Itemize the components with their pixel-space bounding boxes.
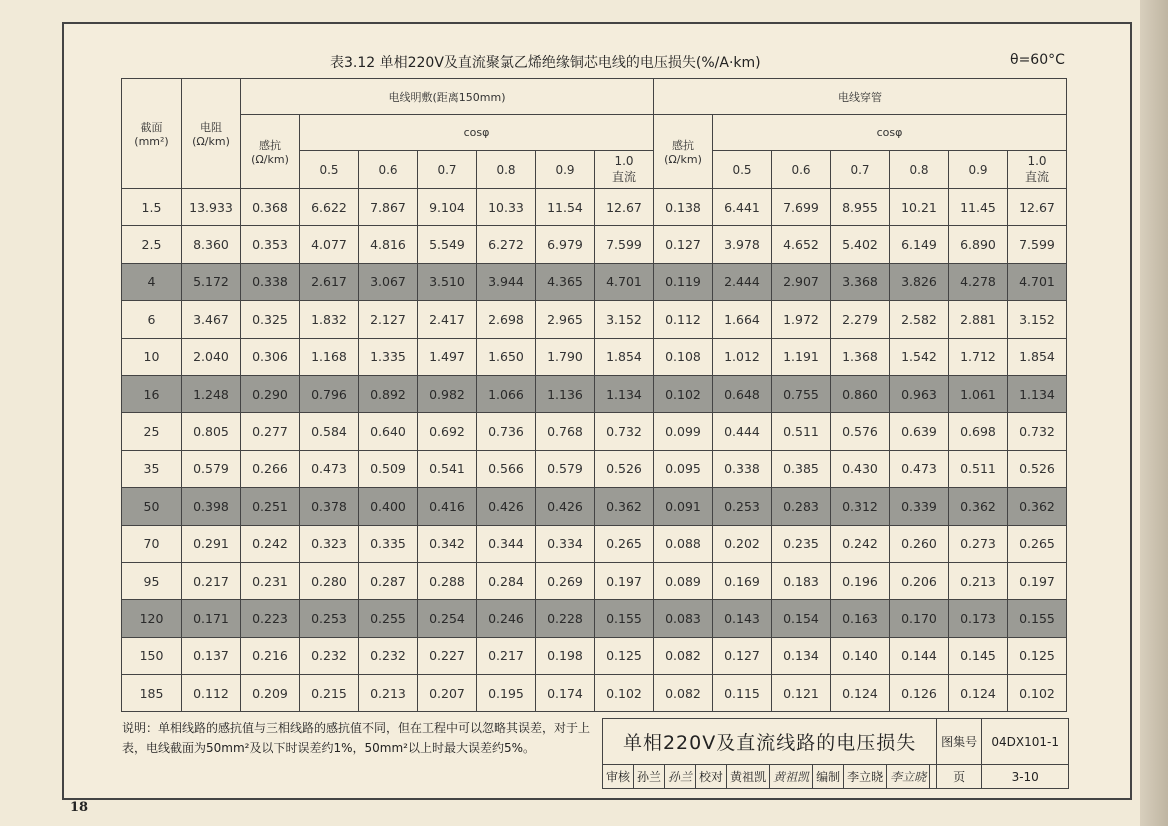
reactance-conduit-cell: 0.088 (654, 525, 713, 562)
conduit-loss-cell: 0.338 (713, 450, 772, 487)
conduit-loss-cell: 2.582 (890, 301, 949, 338)
conduit-loss-cell: 0.173 (949, 600, 1008, 637)
conduit-loss-cell: 0.170 (890, 600, 949, 637)
conduit-loss-cell: 2.444 (713, 263, 772, 300)
conduit-loss-cell: 1.012 (713, 338, 772, 375)
conduit-loss-cell: 0.732 (1008, 413, 1067, 450)
conduit-loss-cell: 1.664 (713, 301, 772, 338)
resistance-cell: 3.467 (182, 301, 241, 338)
open-loss-cell: 0.640 (359, 413, 418, 450)
resistance-cell: 0.398 (182, 488, 241, 525)
conduit-loss-cell: 0.202 (713, 525, 772, 562)
conduit-loss-cell: 0.235 (772, 525, 831, 562)
conduit-loss-cell: 1.061 (949, 375, 1008, 412)
resistance-cell: 0.112 (182, 675, 241, 712)
conduit-loss-cell: 0.145 (949, 637, 1008, 674)
conduit-loss-cell: 1.134 (1008, 375, 1067, 412)
conduit-loss-cell: 4.652 (772, 226, 831, 263)
conduit-loss-cell: 0.385 (772, 450, 831, 487)
review-name: 孙兰 (634, 765, 665, 789)
open-loss-cell: 0.416 (418, 488, 477, 525)
open-loss-cell: 0.195 (477, 675, 536, 712)
conduit-loss-cell: 10.21 (890, 189, 949, 226)
open-loss-cell: 2.965 (536, 301, 595, 338)
open-loss-cell: 1.790 (536, 338, 595, 375)
section-cell: 10 (122, 338, 182, 375)
open-loss-cell: 0.254 (418, 600, 477, 637)
conduit-loss-cell: 0.102 (1008, 675, 1067, 712)
conduit-loss-cell: 0.213 (949, 562, 1008, 599)
section-cell: 6 (122, 301, 182, 338)
conduit-loss-cell: 0.755 (772, 375, 831, 412)
conduit-loss-cell: 0.511 (772, 413, 831, 450)
reactance-open-cell: 0.216 (241, 637, 300, 674)
reactance-conduit-cell: 0.082 (654, 675, 713, 712)
section-cell: 150 (122, 637, 182, 674)
reactance-conduit-cell: 0.102 (654, 375, 713, 412)
open-loss-cell: 0.335 (359, 525, 418, 562)
reactance-conduit-cell: 0.082 (654, 637, 713, 674)
table-row (122, 338, 1067, 375)
table-row (122, 562, 1067, 599)
open-loss-cell: 0.344 (477, 525, 536, 562)
open-loss-cell: 1.854 (595, 338, 654, 375)
table-row (122, 301, 1067, 338)
open-loss-cell: 5.549 (418, 226, 477, 263)
conduit-loss-cell: 0.511 (949, 450, 1008, 487)
conduit-loss-cell: 0.283 (772, 488, 831, 525)
page-number: 18 (70, 800, 89, 815)
open-loss-cell: 0.579 (536, 450, 595, 487)
conduit-loss-cell: 3.826 (890, 263, 949, 300)
open-loss-cell: 1.650 (477, 338, 536, 375)
conduit-loss-cell: 2.907 (772, 263, 831, 300)
resistance-cell: 0.291 (182, 525, 241, 562)
conduit-loss-cell: 0.169 (713, 562, 772, 599)
open-loss-cell: 0.362 (595, 488, 654, 525)
open-loss-cell: 6.622 (300, 189, 359, 226)
conduit-loss-cell: 2.881 (949, 301, 1008, 338)
open-loss-cell: 12.67 (595, 189, 654, 226)
open-loss-cell: 1.066 (477, 375, 536, 412)
resistance-cell: 2.040 (182, 338, 241, 375)
check-signature: 黄祖凯 (770, 765, 813, 789)
draw-name: 李立晓 (844, 765, 887, 789)
conduit-loss-cell: 0.124 (949, 675, 1008, 712)
reactance-conduit-cell: 0.127 (654, 226, 713, 263)
open-loss-cell: 6.979 (536, 226, 595, 263)
open-loss-cell: 0.253 (300, 600, 359, 637)
header-pf-conduit: 0.9 (949, 151, 1008, 189)
conduit-loss-cell: 0.260 (890, 525, 949, 562)
conduit-loss-cell: 1.368 (831, 338, 890, 375)
header-pf-open: 0.8 (477, 151, 536, 189)
atlas-label: 图集号 (937, 719, 982, 765)
conduit-loss-cell: 0.362 (1008, 488, 1067, 525)
conduit-loss-cell: 0.860 (831, 375, 890, 412)
open-loss-cell: 3.510 (418, 263, 477, 300)
header-pf-conduit: 0.6 (772, 151, 831, 189)
table-row (122, 226, 1067, 263)
review-signature: 孙兰 (665, 765, 696, 789)
header-pf-open: 1.0 直流 (595, 151, 654, 189)
header-pf-open: 0.6 (359, 151, 418, 189)
header-pf-conduit: 0.8 (890, 151, 949, 189)
conduit-loss-cell: 0.197 (1008, 562, 1067, 599)
open-loss-cell: 0.284 (477, 562, 536, 599)
conduit-loss-cell: 0.576 (831, 413, 890, 450)
table-row (122, 413, 1067, 450)
drawing-title: 单相220V及直流线路的电压损失 (603, 719, 937, 765)
check-name: 黄祖凯 (727, 765, 770, 789)
open-loss-cell: 6.272 (477, 226, 536, 263)
conduit-loss-cell: 0.362 (949, 488, 1008, 525)
header-pf-open: 0.9 (536, 151, 595, 189)
open-loss-cell: 0.265 (595, 525, 654, 562)
conduit-loss-cell: 4.701 (1008, 263, 1067, 300)
conduit-loss-cell: 0.444 (713, 413, 772, 450)
reactance-conduit-cell: 0.083 (654, 600, 713, 637)
open-loss-cell: 2.698 (477, 301, 536, 338)
reactance-conduit-cell: 0.089 (654, 562, 713, 599)
conduit-loss-cell: 0.144 (890, 637, 949, 674)
conduit-loss-cell: 1.191 (772, 338, 831, 375)
table-row (122, 525, 1067, 562)
open-loss-cell: 0.768 (536, 413, 595, 450)
resistance-cell: 0.171 (182, 600, 241, 637)
open-loss-cell: 0.287 (359, 562, 418, 599)
open-loss-cell: 0.269 (536, 562, 595, 599)
header-reactance-conduit: 感抗 (Ω/km) (654, 115, 713, 189)
footnote: 说明：单相线路的感抗值与三相线路的感抗值不同，但在工程中可以忽略其误差，对于上表，电线截面为50mm²及以下时误差约1%，50mm²以上时最大误差约5%。 (122, 721, 591, 755)
conduit-loss-cell: 2.279 (831, 301, 890, 338)
header-conduit-wiring: 电线穿管 (654, 79, 1067, 115)
open-loss-cell: 0.207 (418, 675, 477, 712)
conduit-loss-cell: 0.155 (1008, 600, 1067, 637)
conduit-loss-cell: 0.115 (713, 675, 772, 712)
draw-label: 编制 (813, 765, 844, 789)
conduit-loss-cell: 1.972 (772, 301, 831, 338)
open-loss-cell: 1.134 (595, 375, 654, 412)
section-cell: 1.5 (122, 189, 182, 226)
header-cos-conduit: cosφ (713, 115, 1067, 151)
blank-cell (930, 765, 937, 789)
conduit-loss-cell: 0.163 (831, 600, 890, 637)
resistance-cell: 0.217 (182, 562, 241, 599)
header-pf-open: 0.7 (418, 151, 477, 189)
section-cell: 16 (122, 375, 182, 412)
conduit-loss-cell: 1.854 (1008, 338, 1067, 375)
resistance-cell: 5.172 (182, 263, 241, 300)
draw-signature: 李立晓 (887, 765, 930, 789)
conduit-loss-cell: 0.183 (772, 562, 831, 599)
reactance-open-cell: 0.251 (241, 488, 300, 525)
header-section: 截面 (mm²) (122, 79, 182, 189)
header-pf-conduit: 0.5 (713, 151, 772, 189)
reactance-open-cell: 0.266 (241, 450, 300, 487)
open-loss-cell: 0.982 (418, 375, 477, 412)
table-row (122, 488, 1067, 525)
table-row (122, 450, 1067, 487)
open-loss-cell: 0.796 (300, 375, 359, 412)
open-loss-cell: 0.280 (300, 562, 359, 599)
open-loss-cell: 2.127 (359, 301, 418, 338)
conduit-loss-cell: 0.339 (890, 488, 949, 525)
reactance-conduit-cell: 0.095 (654, 450, 713, 487)
conduit-loss-cell: 0.473 (890, 450, 949, 487)
conduit-loss-cell: 0.526 (1008, 450, 1067, 487)
open-loss-cell: 3.067 (359, 263, 418, 300)
voltage-loss-table (121, 78, 1067, 712)
conduit-loss-cell: 0.273 (949, 525, 1008, 562)
conduit-loss-cell: 0.648 (713, 375, 772, 412)
open-loss-cell: 0.217 (477, 637, 536, 674)
conduit-loss-cell: 0.242 (831, 525, 890, 562)
section-cell: 95 (122, 562, 182, 599)
open-loss-cell: 11.54 (536, 189, 595, 226)
reactance-conduit-cell: 0.108 (654, 338, 713, 375)
section-cell: 185 (122, 675, 182, 712)
open-loss-cell: 0.473 (300, 450, 359, 487)
open-loss-cell: 0.102 (595, 675, 654, 712)
conduit-loss-cell: 4.278 (949, 263, 1008, 300)
conduit-loss-cell: 8.955 (831, 189, 890, 226)
open-loss-cell: 0.198 (536, 637, 595, 674)
open-loss-cell: 4.077 (300, 226, 359, 263)
table-row (122, 263, 1067, 300)
reactance-conduit-cell: 0.099 (654, 413, 713, 450)
atlas-number: 04DX101-1 (982, 719, 1069, 765)
reactance-open-cell: 0.306 (241, 338, 300, 375)
open-loss-cell: 0.288 (418, 562, 477, 599)
open-loss-cell: 0.215 (300, 675, 359, 712)
conduit-loss-cell: 0.124 (831, 675, 890, 712)
conduit-loss-cell: 0.140 (831, 637, 890, 674)
open-loss-cell: 0.227 (418, 637, 477, 674)
binding-edge (1140, 0, 1168, 826)
header-pf-conduit: 1.0 直流 (1008, 151, 1067, 189)
table-row (122, 189, 1067, 226)
open-loss-cell: 0.197 (595, 562, 654, 599)
open-loss-cell: 0.426 (477, 488, 536, 525)
reactance-open-cell: 0.368 (241, 189, 300, 226)
section-cell: 70 (122, 525, 182, 562)
open-loss-cell: 7.867 (359, 189, 418, 226)
reactance-conduit-cell: 0.112 (654, 301, 713, 338)
resistance-cell: 8.360 (182, 226, 241, 263)
open-loss-cell: 0.426 (536, 488, 595, 525)
conduit-loss-cell: 0.963 (890, 375, 949, 412)
open-loss-cell: 2.617 (300, 263, 359, 300)
conduit-loss-cell: 0.639 (890, 413, 949, 450)
open-loss-cell: 0.334 (536, 525, 595, 562)
open-loss-cell: 0.732 (595, 413, 654, 450)
open-loss-cell: 0.125 (595, 637, 654, 674)
open-loss-cell: 1.168 (300, 338, 359, 375)
open-loss-cell: 4.365 (536, 263, 595, 300)
header-resistance: 电阻 (Ω/km) (182, 79, 241, 189)
open-loss-cell: 4.816 (359, 226, 418, 263)
header-pf-conduit: 0.7 (831, 151, 890, 189)
open-loss-cell: 7.599 (595, 226, 654, 263)
section-cell: 35 (122, 450, 182, 487)
open-loss-cell: 2.417 (418, 301, 477, 338)
conduit-loss-cell: 0.127 (713, 637, 772, 674)
conduit-loss-cell: 0.125 (1008, 637, 1067, 674)
conduit-loss-cell: 3.152 (1008, 301, 1067, 338)
conduit-loss-cell: 1.542 (890, 338, 949, 375)
resistance-cell: 0.805 (182, 413, 241, 450)
conduit-loss-cell: 3.368 (831, 263, 890, 300)
table-title: 表3.12 单相220V及直流聚氯乙烯绝缘铜芯电线的电压损失(%/A·km) (330, 55, 761, 71)
open-loss-cell: 9.104 (418, 189, 477, 226)
open-loss-cell: 10.33 (477, 189, 536, 226)
open-loss-cell: 0.526 (595, 450, 654, 487)
reactance-open-cell: 0.277 (241, 413, 300, 450)
conduit-loss-cell: 12.67 (1008, 189, 1067, 226)
conduit-loss-cell: 5.402 (831, 226, 890, 263)
conduit-loss-cell: 0.143 (713, 600, 772, 637)
open-loss-cell: 0.692 (418, 413, 477, 450)
conduit-loss-cell: 6.890 (949, 226, 1008, 263)
open-loss-cell: 1.136 (536, 375, 595, 412)
open-loss-cell: 0.378 (300, 488, 359, 525)
reactance-open-cell: 0.209 (241, 675, 300, 712)
open-loss-cell: 3.152 (595, 301, 654, 338)
open-loss-cell: 3.944 (477, 263, 536, 300)
header-reactance-open: 感抗 (Ω/km) (241, 115, 300, 189)
section-cell: 50 (122, 488, 182, 525)
reactance-conduit-cell: 0.119 (654, 263, 713, 300)
open-loss-cell: 0.342 (418, 525, 477, 562)
conduit-loss-cell: 0.196 (831, 562, 890, 599)
conduit-loss-cell: 0.154 (772, 600, 831, 637)
conduit-loss-cell: 6.149 (890, 226, 949, 263)
open-loss-cell: 0.584 (300, 413, 359, 450)
conduit-loss-cell: 0.126 (890, 675, 949, 712)
open-loss-cell: 0.174 (536, 675, 595, 712)
reactance-open-cell: 0.242 (241, 525, 300, 562)
conduit-loss-cell: 0.134 (772, 637, 831, 674)
temperature-label: θ=60°C (1010, 52, 1065, 68)
open-loss-cell: 0.400 (359, 488, 418, 525)
conduit-loss-cell: 0.312 (831, 488, 890, 525)
open-loss-cell: 0.155 (595, 600, 654, 637)
open-loss-cell: 0.736 (477, 413, 536, 450)
page-code: 3-10 (982, 765, 1069, 789)
open-loss-cell: 1.497 (418, 338, 477, 375)
conduit-loss-cell: 0.206 (890, 562, 949, 599)
open-loss-cell: 0.541 (418, 450, 477, 487)
conduit-loss-cell: 0.698 (949, 413, 1008, 450)
conduit-loss-cell: 11.45 (949, 189, 1008, 226)
page-label: 页 (937, 765, 982, 789)
table-row (122, 600, 1067, 637)
section-cell: 120 (122, 600, 182, 637)
resistance-cell: 0.579 (182, 450, 241, 487)
open-loss-cell: 0.213 (359, 675, 418, 712)
resistance-cell: 1.248 (182, 375, 241, 412)
reactance-open-cell: 0.231 (241, 562, 300, 599)
reactance-open-cell: 0.223 (241, 600, 300, 637)
section-cell: 4 (122, 263, 182, 300)
open-loss-cell: 1.832 (300, 301, 359, 338)
open-loss-cell: 1.335 (359, 338, 418, 375)
reactance-conduit-cell: 0.138 (654, 189, 713, 226)
reactance-conduit-cell: 0.091 (654, 488, 713, 525)
table-row (122, 675, 1067, 712)
open-loss-cell: 0.246 (477, 600, 536, 637)
title-block (602, 718, 1069, 789)
open-loss-cell: 0.509 (359, 450, 418, 487)
conduit-loss-cell: 6.441 (713, 189, 772, 226)
open-loss-cell: 4.701 (595, 263, 654, 300)
conduit-loss-cell: 1.712 (949, 338, 1008, 375)
conduit-loss-cell: 7.599 (1008, 226, 1067, 263)
header-cos-open: cosφ (300, 115, 654, 151)
open-loss-cell: 0.232 (300, 637, 359, 674)
open-loss-cell: 0.255 (359, 600, 418, 637)
conduit-loss-cell: 0.253 (713, 488, 772, 525)
section-cell: 2.5 (122, 226, 182, 263)
header-pf-open: 0.5 (300, 151, 359, 189)
review-label: 审核 (603, 765, 634, 789)
reactance-open-cell: 0.325 (241, 301, 300, 338)
resistance-cell: 0.137 (182, 637, 241, 674)
resistance-cell: 13.933 (182, 189, 241, 226)
reactance-open-cell: 0.353 (241, 226, 300, 263)
conduit-loss-cell: 7.699 (772, 189, 831, 226)
open-loss-cell: 0.232 (359, 637, 418, 674)
table-row (122, 637, 1067, 674)
conduit-loss-cell: 0.121 (772, 675, 831, 712)
open-loss-cell: 0.323 (300, 525, 359, 562)
reactance-open-cell: 0.290 (241, 375, 300, 412)
open-loss-cell: 0.228 (536, 600, 595, 637)
conduit-loss-cell: 0.430 (831, 450, 890, 487)
header-open-wiring: 电线明敷(距离150mm) (241, 79, 654, 115)
reactance-open-cell: 0.338 (241, 263, 300, 300)
conduit-loss-cell: 0.265 (1008, 525, 1067, 562)
open-loss-cell: 0.892 (359, 375, 418, 412)
conduit-loss-cell: 3.978 (713, 226, 772, 263)
section-cell: 25 (122, 413, 182, 450)
check-label: 校对 (696, 765, 727, 789)
open-loss-cell: 0.566 (477, 450, 536, 487)
table-row (122, 375, 1067, 412)
